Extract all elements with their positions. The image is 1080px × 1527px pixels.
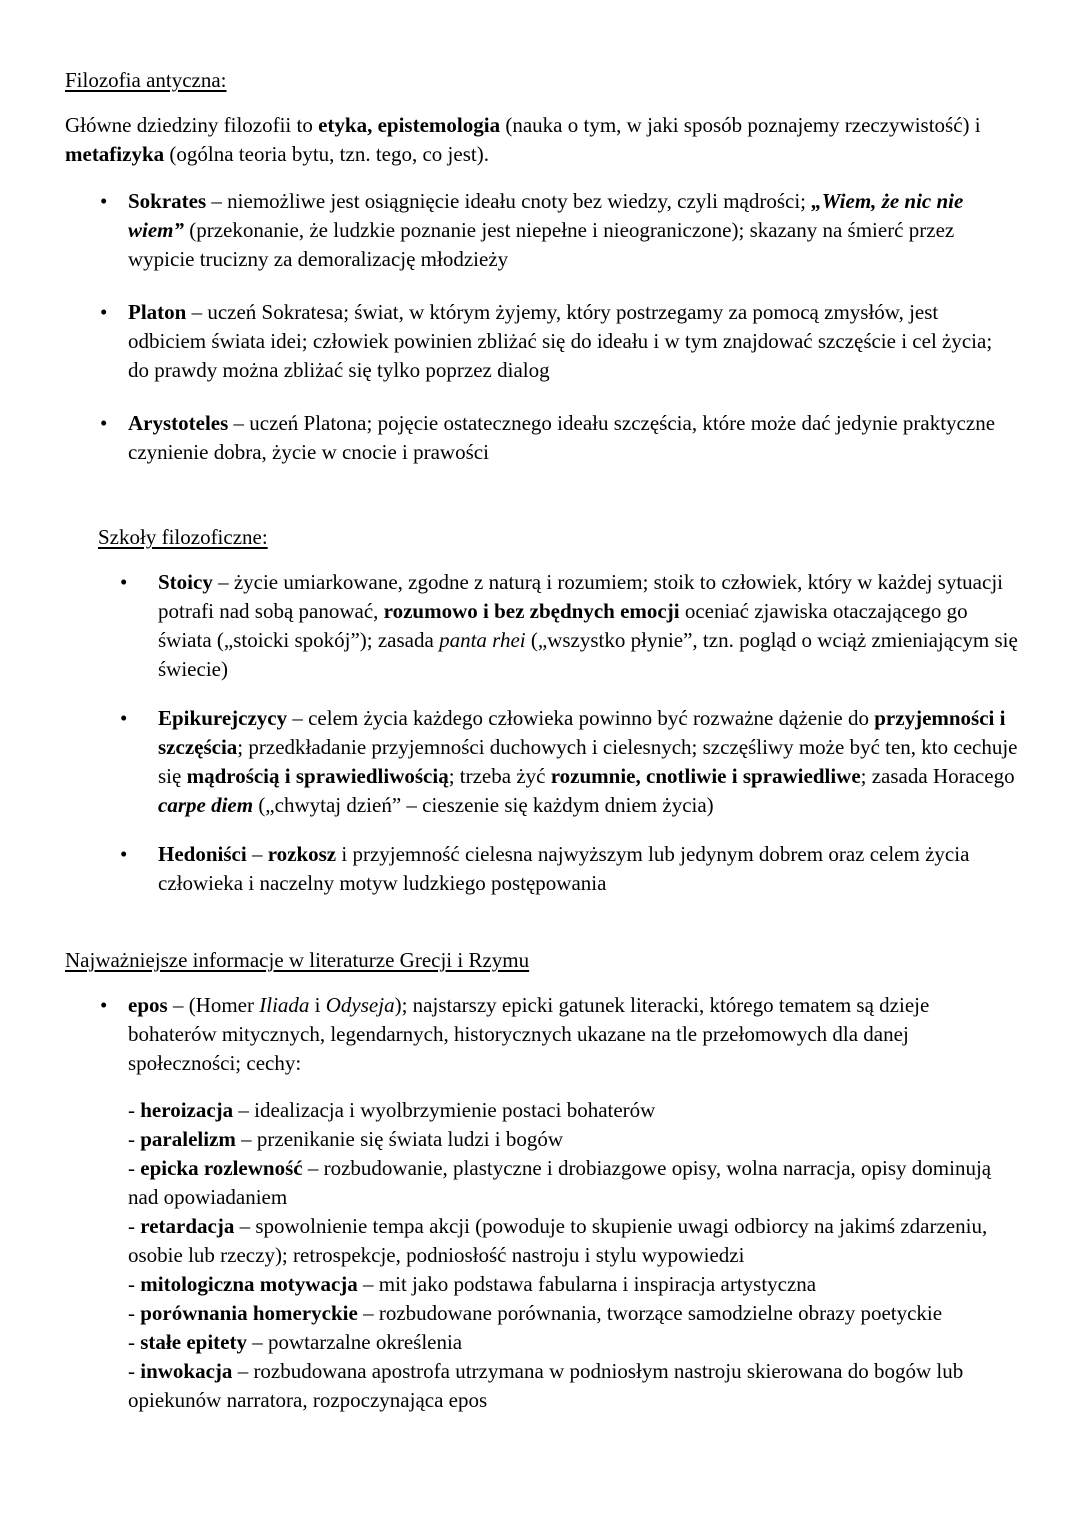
text-segment: rozumnie, cnotliwie i sprawiedliwe	[550, 764, 861, 788]
list-item-text	[128, 411, 995, 464]
text-segment: – rozbudowane porównania, tworzące samodzielne obrazy poetyckie	[357, 1301, 943, 1325]
text-segment: („chwytaj dzień” – cieszenie się każdym dniem życia)	[253, 793, 714, 817]
text-segment: panta rhei	[439, 628, 526, 652]
text-segment: mądrością i sprawiedliwością	[186, 764, 449, 788]
list-item-text	[128, 189, 963, 271]
text-segment: i	[309, 993, 326, 1017]
text-segment: epicka rozlewność	[140, 1156, 303, 1180]
list-item-stoicy	[65, 568, 1018, 684]
feature-epicka-rozlewnosc	[128, 1154, 1018, 1212]
text-segment: Epikurejczycy	[158, 706, 288, 730]
intro-paragraph	[65, 111, 1018, 169]
text-segment: -	[128, 1272, 141, 1296]
text-segment: rozumowo i bez zbędnych emocji	[383, 599, 680, 623]
text-segment: retardacja	[140, 1214, 235, 1238]
list-item-text	[158, 842, 969, 895]
text-segment: -	[128, 1359, 141, 1383]
list-item-arystoteles	[65, 409, 1018, 467]
text-segment: -	[128, 1156, 141, 1180]
text-segment: ; zasada Horacego	[860, 764, 1015, 788]
bullet-icon: •	[100, 993, 108, 1017]
schools-list	[65, 568, 1018, 898]
text-segment: ; trzeba żyć	[448, 764, 551, 788]
heading-szkoly-filozoficzne: Szkoły filozoficzne:	[98, 525, 268, 549]
feature-porownania-homeryckie	[128, 1299, 1018, 1328]
list-item-epos	[65, 991, 1018, 1078]
list-item-text	[128, 300, 992, 382]
text-segment: – mit jako podstawa fabularna i inspiracja artystyczna	[357, 1272, 817, 1296]
text-segment: Stoicy	[158, 570, 213, 594]
text-segment: – celem życia każdego człowieka powinno być rozważne dążenie do	[287, 706, 875, 730]
text-segment: – uczeń Sokratesa; świat, w którym żyjemy, który postrzegamy za pomocą zmysłów, jest odbiciem świata idei; człowiek powinien zbliżać się do ideału i w tym znajdować szczęście i cel życia; do prawdy można zbliżać się tylko poprzez dialog	[128, 300, 993, 382]
text-segment: mitologiczna motywacja	[140, 1272, 358, 1296]
text-segment: (przekonanie, że ludzkie poznanie jest niepełne i nieograniczone); skazany na śmierć przez wypicie trucizny za demoralizację młodzieży	[128, 218, 955, 271]
bullet-icon: •	[100, 300, 108, 324]
text-segment: Arystoteles	[128, 411, 229, 435]
text-segment: ; przedkładanie przyjemności duchowych i cielesnych; szczęśliwy może być ten, kto cechuje się	[158, 735, 1018, 788]
text-segment: – przenikanie się świata ludzi i bogów	[235, 1127, 564, 1151]
text-segment: -	[128, 1330, 141, 1354]
text-segment: epos	[128, 993, 168, 1017]
text-segment: – rozbudowanie, plastyczne i drobiazgowe opisy, wolna narracja, opisy dominują nad opowiadaniem	[128, 1156, 992, 1209]
text-segment: („wszystko płynie”, tzn. pogląd o wciąż zmieniającym się świecie)	[158, 628, 1018, 681]
heading-filozofia-antyczna: Filozofia antyczna:	[65, 68, 227, 92]
text-segment: i przyjemność cielesna najwyższym lub jedynym dobrem oraz celem życia człowieka i naczelny motyw ludzkiego postępowania	[158, 842, 970, 895]
text-segment: – niemożliwe jest osiągnięcie ideału cnoty bez wiedzy, czyli mądrości;	[206, 189, 812, 213]
feature-mitologiczna-motywacja	[128, 1270, 1018, 1299]
text-segment: rozkosz	[267, 842, 337, 866]
text-segment: metafizyka	[65, 142, 165, 166]
philosophers-list	[65, 187, 1018, 467]
text-segment: – uczeń Platona; pojęcie ostatecznego ideału szczęścia, które może dać jedynie praktyczne czynienie dobra, życie w cnocie i prawości	[128, 411, 996, 464]
bullet-icon: •	[120, 706, 128, 730]
text-segment: etyka, epistemologia	[318, 113, 501, 137]
text-segment: -	[128, 1098, 141, 1122]
bullet-icon: •	[120, 570, 128, 594]
text-segment: heroizacja	[140, 1098, 234, 1122]
text-segment: Hedoniści	[158, 842, 247, 866]
list-item-text	[158, 570, 1018, 681]
text-segment: Platon	[128, 300, 187, 324]
bullet-icon: •	[120, 842, 128, 866]
text-segment: –	[246, 842, 268, 866]
feature-heroizacja	[128, 1096, 1018, 1125]
heading-literatura-grecji-i-rzymu: Najważniejsze informacje w literaturze Grecji i Rzymu	[65, 948, 530, 972]
text-segment: -	[128, 1301, 141, 1325]
bullet-icon: •	[100, 411, 108, 435]
text-segment: przyjemności i szczęścia	[158, 706, 1006, 759]
text-segment: (ogólna teoria bytu, tzn. tego, co jest).	[164, 142, 489, 166]
bullet-icon: •	[100, 189, 108, 213]
list-item-text	[128, 993, 929, 1075]
list-item-epikurejczycy	[65, 704, 1018, 820]
text-segment: – idealizacja i wyolbrzymienie postaci bohaterów	[233, 1098, 656, 1122]
feature-stale-epitety	[128, 1328, 1018, 1357]
text-segment: inwokacja	[140, 1359, 233, 1383]
text-segment: (nauka o tym, w jaki sposób poznajemy rzeczywistość) i	[500, 113, 981, 137]
list-item-text	[158, 706, 1018, 817]
text-segment: – życie umiarkowane, zgodne z naturą i rozumiem; stoik to człowiek, który w każdej sytuacji potrafi nad sobą panować,	[158, 570, 1003, 623]
text-segment: -	[128, 1214, 141, 1238]
text-segment: stałe epitety	[140, 1330, 247, 1354]
text-segment: – spowolnienie tempa akcji (powoduje to skupienie uwagi odbiorcy na jakimś zdarzeniu, osobie lub rzeczy); retrospekcje, podniosłość nastroju i stylu wypowiedzi	[128, 1214, 988, 1267]
text-segment: Główne dziedziny filozofii to	[65, 113, 319, 137]
feature-retardacja	[128, 1212, 1018, 1270]
text-segment: paralelizm	[140, 1127, 236, 1151]
text-segment: – rozbudowana apostrofa utrzymana w podniosłym nastroju skierowana do bogów lub opiekunów narratora, rozpoczynająca epos	[128, 1359, 964, 1412]
text-segment: Odyseja	[325, 993, 395, 1017]
text-segment: carpe diem	[158, 793, 254, 817]
feature-paralelizm	[128, 1125, 1018, 1154]
text-segment: – powtarzalne określenia	[246, 1330, 463, 1354]
list-item-platon	[65, 298, 1018, 385]
literature-list	[65, 991, 1018, 1078]
text-segment: -	[128, 1127, 141, 1151]
text-segment: Iliada	[259, 993, 310, 1017]
list-item-sokrates	[65, 187, 1018, 274]
feature-inwokacja	[128, 1357, 1018, 1415]
text-segment: ); najstarszy epicki gatunek literacki, którego tematem są dzieje bohaterów mitycznych, legendarnych, historycznych ukazane na tle przełomowych dla danej społeczności; cechy:	[128, 993, 930, 1075]
epos-features-list	[65, 1096, 1018, 1415]
text-segment: – (Homer	[167, 993, 260, 1017]
text-segment: oceniać zjawiska otaczającego go świata („stoicki spokój”); zasada	[158, 599, 968, 652]
list-item-hedonisci	[65, 840, 1018, 898]
text-segment: Sokrates	[128, 189, 207, 213]
text-segment: porównania homeryckie	[140, 1301, 358, 1325]
text-segment: „Wiem, że nic nie wiem”	[128, 189, 964, 242]
